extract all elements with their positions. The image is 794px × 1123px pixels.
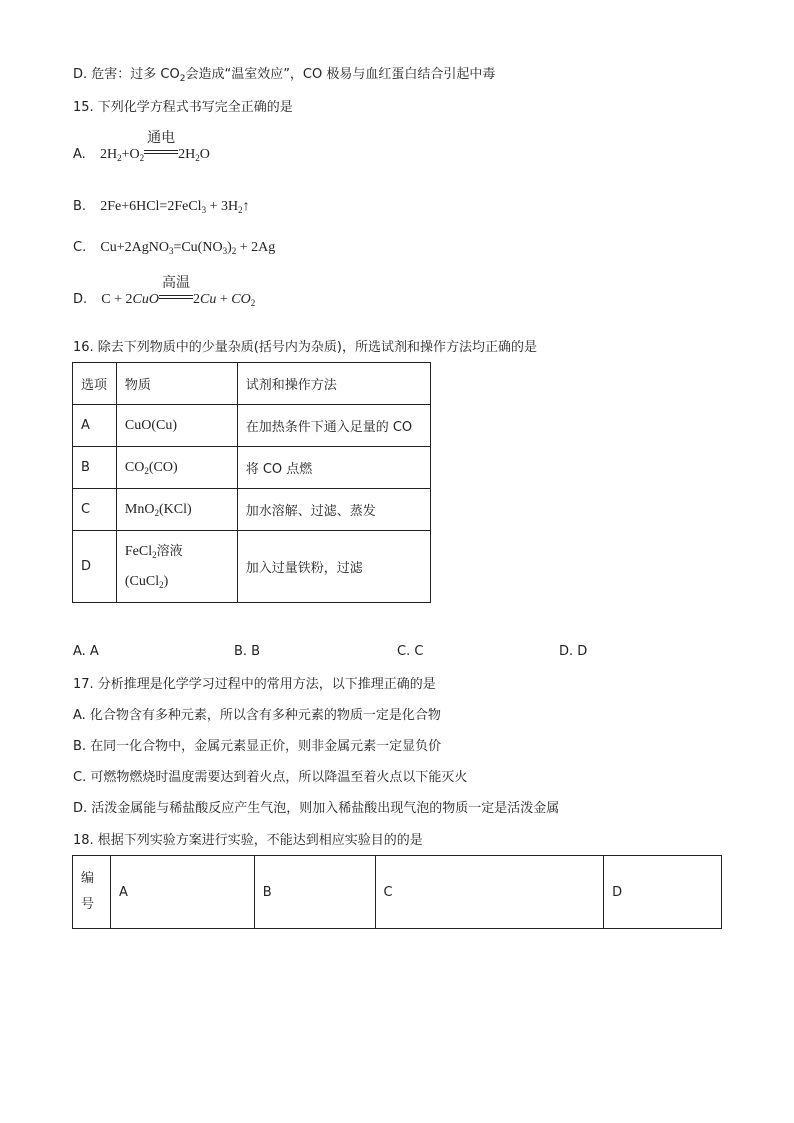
q16-answer-c[interactable]: C. C xyxy=(397,644,424,659)
q15-stem: 15. 下列化学方程式书写完全正确的是 xyxy=(73,100,293,115)
q17-option-a[interactable]: A. 化合物含有多种元素，所以含有多种元素的物质一定是化合物 xyxy=(73,708,441,723)
q15-option-a: A. $2H_2+O_2$ 通电 $2H_2O$ xyxy=(73,130,210,163)
equation-c: $Cu+2AgNO_3=Cu(NO_3)_2 + 2Ag$ xyxy=(100,240,276,256)
q17-option-c[interactable]: C. 可燃物燃烧时温度需要达到着火点，所以降温至着火点以下能灭火 xyxy=(73,770,468,785)
q17-stem: 17. 分析推理是化学学习过程中的常用方法，以下推理正确的是 xyxy=(73,677,436,692)
table-header-row: 编 号 A B C D xyxy=(73,856,722,929)
number-header: 编 号 xyxy=(73,856,111,929)
equation-d: C + 2CuO 高温 $2Cu + CO_2$ xyxy=(101,275,256,308)
substance-a: CuO(Cu) xyxy=(116,405,237,447)
q15-option-d: D. C + 2CuO 高温 $2Cu + CO_2$ xyxy=(73,275,256,308)
q18-stem: 18. 根据下列实验方案进行实验，不能达到相应实验目的的是 xyxy=(73,833,423,848)
table-row: A CuO(Cu) 在加热条件下通入足量的 CO xyxy=(73,405,431,447)
q16-answer-b[interactable]: B. B xyxy=(234,644,261,659)
q17-option-d[interactable]: D. 活泼金属能与稀盐酸反应产生气泡，则加入稀盐酸出现气泡的物质一定是活泼金属 xyxy=(73,801,560,816)
table-row: C MnO$_2$(KCl) 加水溶解、过滤、蒸发 xyxy=(73,489,431,531)
equation-a: $2H_2+O_2$ 通电 $2H_2O$ xyxy=(99,130,210,163)
table-row: D FeCl$_2$溶液 (CuCl$_2$) 加入过量铁粉，过滤 xyxy=(73,531,431,603)
table-header-row: 选项 物质 试剂和操作方法 xyxy=(73,363,431,405)
q15-option-b: B. 2Fe+6HCl=2FeCl$_3$ + $3H_2↑$ xyxy=(73,199,250,215)
q16-stem: 16. 除去下列物质中的少量杂质(括号内为杂质)，所选试剂和操作方法均正确的是 xyxy=(73,340,537,355)
substance-c: MnO$_2$(KCl) xyxy=(116,489,237,531)
equation-b: 2Fe+6HCl=2FeCl$_3$ + $3H_2↑$ xyxy=(100,199,250,215)
substance-b: $CO_2(CO)$ xyxy=(116,447,237,489)
q16-table xyxy=(72,362,431,603)
q15-option-c: C. $Cu+2AgNO_3=Cu(NO_3)_2 + 2Ag$ xyxy=(73,240,276,256)
q16-answer-a[interactable]: A. A xyxy=(73,644,99,659)
table-row: B $CO_2(CO)$ 将 CO 点燃 xyxy=(73,447,431,489)
q14-option-d: D. 危害：过多 $CO_2$会造成“温室效应”，CO 极易与血红蛋白结合引起中毒 xyxy=(73,67,496,84)
substance-d: FeCl$_2$溶液 (CuCl$_2$) xyxy=(116,531,237,603)
q16-answer-d[interactable]: D. D xyxy=(559,644,588,659)
q18-table xyxy=(72,855,722,929)
q17-option-b[interactable]: B. 在同一化合物中，金属元素显正价，则非金属元素一定显负价 xyxy=(73,739,442,754)
